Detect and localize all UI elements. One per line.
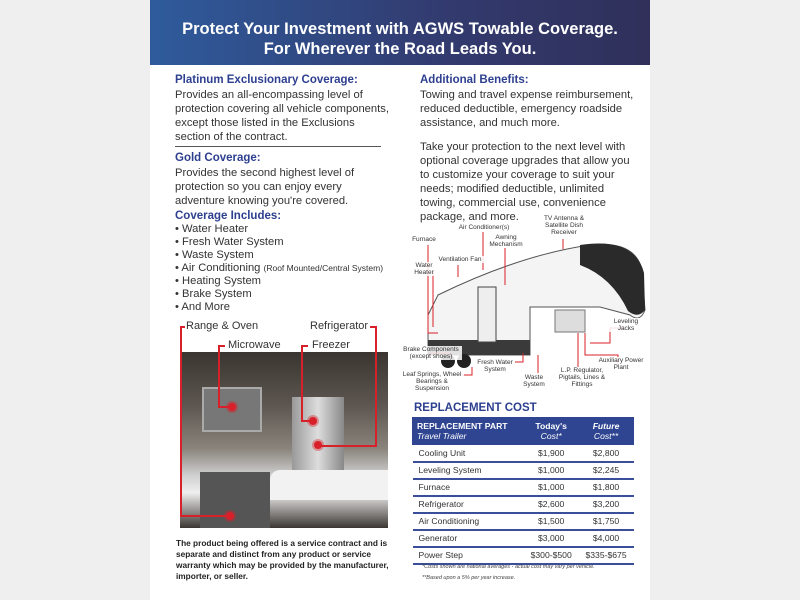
list-item: • Brake System	[175, 288, 252, 300]
label-freezer: Freezer	[312, 339, 350, 351]
label-refrigerator: Refrigerator	[310, 320, 369, 332]
table-row	[413, 513, 634, 530]
list-item: • And More	[175, 301, 230, 313]
trailer-label-tv: TV Antenna & Satellite Dish Receiver	[538, 215, 590, 237]
part-cell: Air Conditioning	[413, 513, 524, 530]
trailer-label-aux: Auxiliary Power Plant	[594, 357, 648, 371]
part-cell: Generator	[413, 530, 524, 547]
trailer-label-leveling: Leveling Jacks	[608, 318, 644, 332]
table-row	[413, 479, 634, 496]
future-cost-cell: $3,200	[579, 496, 634, 513]
callout-line	[318, 445, 377, 447]
future-cost-cell: $1,800	[579, 479, 634, 496]
gold-title: Gold Coverage:	[175, 152, 261, 164]
header-subtext: Cost**	[593, 431, 619, 441]
header-text: REPLACEMENT PART	[417, 421, 508, 431]
trailer-label-awning: Awning Mechanism	[486, 234, 526, 248]
header-line-2: For Wherever the Road Leads You.	[263, 40, 537, 58]
today-cost-cell: $1,900	[524, 445, 579, 462]
table-row	[413, 530, 634, 547]
trailer-label-leaf: Leaf Springs, Wheel Bearings & Suspension	[400, 371, 464, 393]
table-row	[413, 496, 634, 513]
table-row	[413, 445, 634, 462]
table-row	[413, 462, 634, 479]
gold-body: Provides the second highest level of protection so you can enjoy every adventure knowing you're covered.	[175, 167, 355, 207]
label-range-oven: Range & Oven	[186, 320, 259, 332]
future-cost-cell: $2,800	[579, 445, 634, 462]
table-row	[413, 547, 634, 564]
coverage-title: Coverage Includes:	[175, 210, 282, 222]
callout-line	[218, 345, 220, 407]
footnote-1: *Costs shown are national averages - actual cost may vary per vehicle.	[422, 564, 595, 570]
disclaimer: The product being offered is a service contract and is separate and distinct from any product or service warranty which may be provided by the manufacturer, importer, or seller.	[176, 538, 389, 581]
kitchen-photo	[180, 352, 388, 528]
trailer-label-lp: L.P. Regulator, Pigtails, Lines & Fittings	[554, 367, 610, 389]
coverage-list	[175, 223, 383, 314]
today-cost-cell: $1,500	[524, 513, 579, 530]
trailer-door	[478, 287, 496, 342]
callout-dot	[226, 512, 234, 520]
footnote-2: **Based upon a 5% per year increase.	[422, 575, 516, 581]
replacement-cost-title: REPLACEMENT COST	[414, 402, 537, 414]
header-today	[524, 418, 579, 445]
today-cost-cell: $2,600	[524, 496, 579, 513]
brochure-page	[150, 0, 650, 600]
divider	[175, 146, 381, 147]
trailer-label-furnace: Furnace	[408, 236, 440, 243]
header-subtext: Cost*	[540, 431, 562, 441]
part-cell: Leveling System	[413, 462, 524, 479]
callout-line	[301, 345, 303, 421]
callout-dot	[228, 403, 236, 411]
additional-body-2: Take your protection to the next level with optional coverage upgrades that allow you to customize your coverage to suit your needs; modified deductible, unlimited towing, commercial use, convenience package, and more.	[420, 141, 630, 223]
trailer-hatch	[555, 310, 585, 332]
part-cell: Cooling Unit	[413, 445, 524, 462]
platinum-body: Provides an all-encompassing level of protection covering all vehicle components, except those listed in the Exclusions section of the contract.	[175, 89, 389, 143]
header-future	[579, 418, 634, 445]
list-item: • Water Heater	[175, 223, 249, 235]
callout-line	[180, 326, 182, 516]
future-cost-cell: $4,000	[579, 530, 634, 547]
header-line-1: Protect Your Investment with AGWS Towable Coverage.	[182, 20, 618, 38]
page-header	[150, 0, 650, 65]
island-image	[270, 470, 388, 500]
ac-note: (Roof Mounted/Central System)	[263, 263, 384, 273]
header-part	[413, 418, 524, 445]
additional-body: Towing and travel expense reimbursement, reduced deductible, emergency roadside assistance, and much more.	[420, 89, 634, 129]
list-item	[175, 262, 383, 275]
list-item-text: • Air Conditioning	[175, 262, 261, 274]
trailer-label-waste: Waste System	[518, 374, 550, 388]
range-image	[200, 472, 270, 528]
today-cost-cell: $3,000	[524, 530, 579, 547]
part-cell: Power Step	[413, 547, 524, 564]
future-cost-cell: $2,245	[579, 462, 634, 479]
replacement-cost-table	[412, 417, 634, 565]
today-cost-cell: $1,000	[524, 479, 579, 496]
list-item: • Heating System	[175, 275, 261, 287]
label-microwave: Microwave	[228, 339, 281, 351]
list-item: • Waste System	[175, 249, 254, 261]
platinum-title: Platinum Exclusionary Coverage:	[175, 74, 358, 86]
callout-dot	[309, 417, 317, 425]
trailer-label-vent: Ventilation Fan	[435, 256, 485, 263]
trailer-label-ac: Air Conditioner(s)	[450, 224, 518, 231]
header-text: Future	[592, 421, 620, 431]
callout-dot	[314, 441, 322, 449]
today-cost-cell: $1,000	[524, 462, 579, 479]
today-cost-cell: $300-$500	[524, 547, 579, 564]
part-cell: Furnace	[413, 479, 524, 496]
future-cost-cell: $1,750	[579, 513, 634, 530]
list-item: • Fresh Water System	[175, 236, 284, 248]
future-cost-cell: $335-$675	[579, 547, 634, 564]
additional-title: Additional Benefits:	[420, 74, 529, 86]
header-subtext: Travel Trailer	[417, 431, 467, 441]
callout-line	[180, 515, 228, 517]
trailer-label-water-heater: Water Heater	[410, 262, 438, 276]
trailer-label-fresh: Fresh Water System	[477, 359, 513, 374]
callout-line	[375, 326, 377, 446]
header-text: Today's	[535, 421, 567, 431]
part-cell: Refrigerator	[413, 496, 524, 513]
trailer-label-brake: Brake Components (except shoes)	[400, 346, 462, 360]
